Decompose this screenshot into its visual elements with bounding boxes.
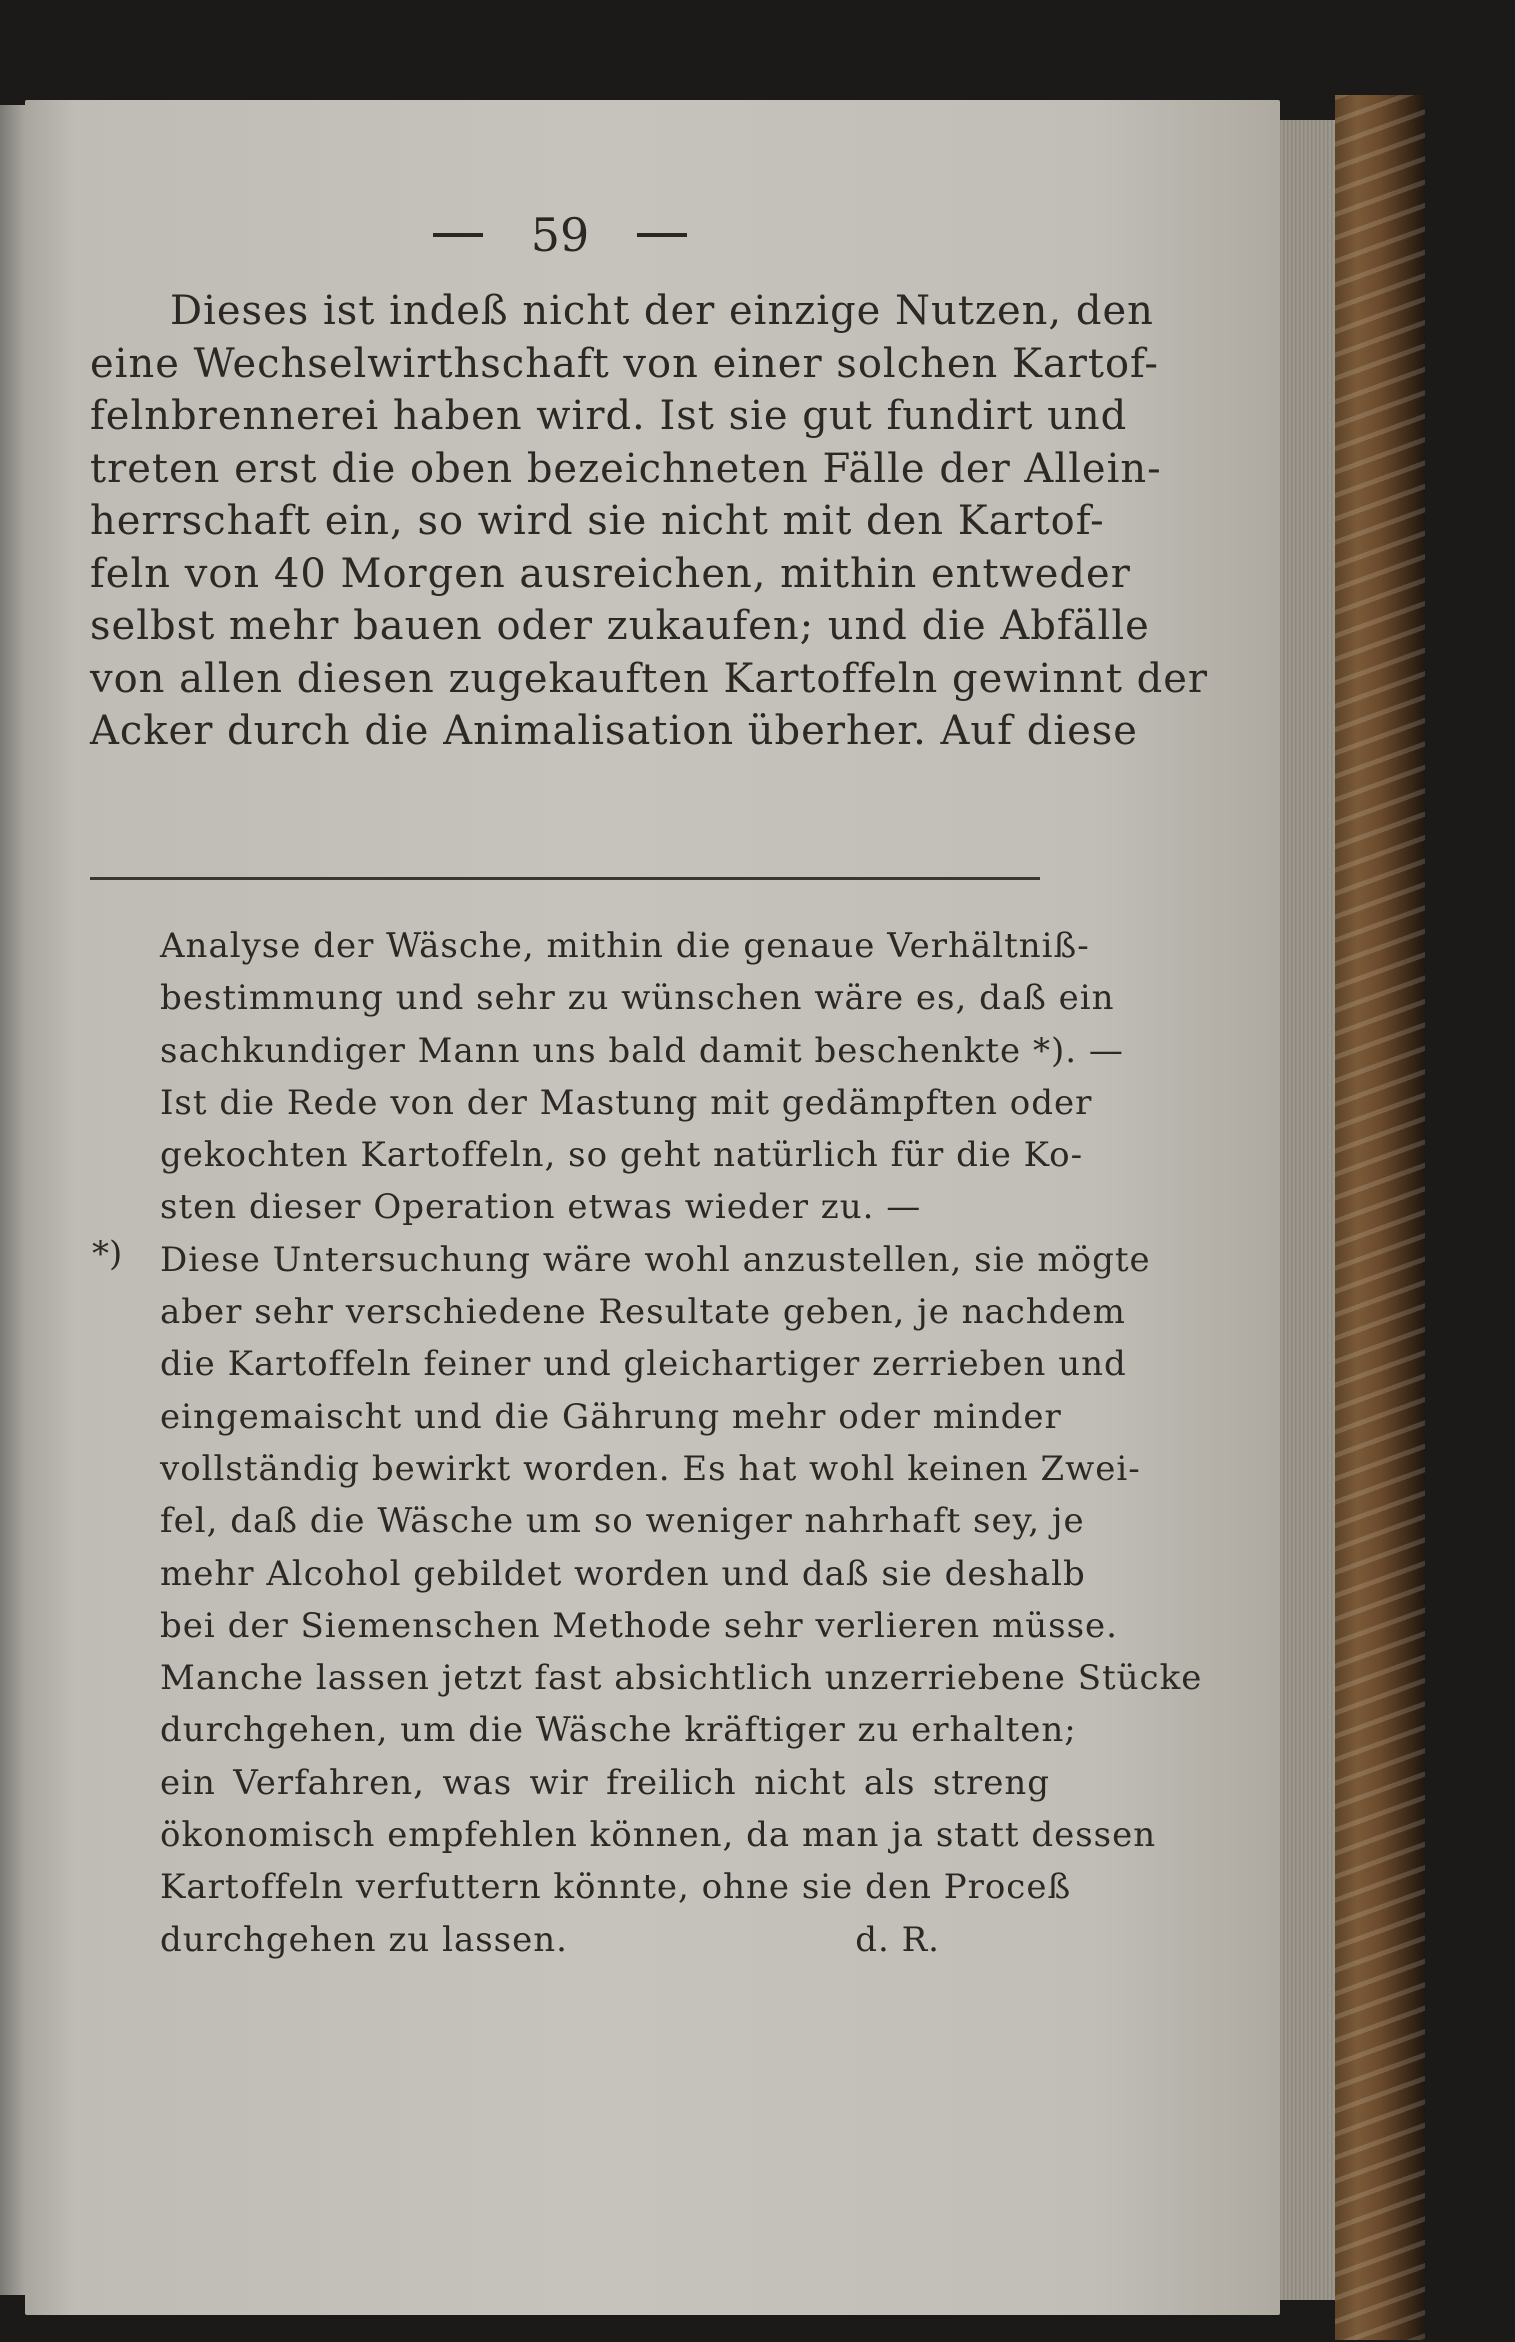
footnote-line: Ist die Rede von der Mastung mit gedämpften oder [160, 1082, 1093, 1123]
footnote-2-closing-text: durchgehen zu lassen. [160, 1919, 568, 1960]
text-line: eine Wechselwirthschaft von einer solchen Kartof- [90, 340, 1159, 387]
footnote-2-line: Diese Untersuchung wäre wohl anzustellen, sie mögte [160, 1239, 1151, 1280]
footnote-separator-rule [90, 877, 1040, 880]
footnote-2-line: die Kartoffeln feiner und gleichartiger zerrieben und [160, 1344, 1127, 1385]
text-line: herrschaft ein, so wird sie nicht mit den Kartof- [90, 498, 1105, 544]
footnote-2-line: aber sehr verschiedene Resultate geben, je nachdem [160, 1292, 1126, 1333]
footnote-2-line: vollständig bewirkt worden. Es hat wohl keinen Zwei- [160, 1448, 1141, 1489]
footnote-marker: *) [92, 1233, 123, 1274]
text-line: Acker durch die Animalisation überher. Auf diese [90, 708, 1138, 754]
facing-page-edge [0, 105, 25, 2295]
footnote-2-line: ökonomisch empfehlen können, da man ja statt dessen [160, 1815, 1157, 1856]
main-text-block [90, 285, 1209, 758]
footnote-2-line: eingemaischt und die Gährung mehr oder minder [160, 1396, 1062, 1437]
text-line: felnbrennerei haben wird. Ist sie gut fundirt und [90, 393, 1128, 439]
text-line: von allen diesen zugekauften Kartoffeln gewinnt der [90, 655, 1209, 702]
text-line: Dieses ist indeß nicht der einzige Nutzen, den [170, 288, 1154, 334]
footnote-line: sachkundiger Mann uns bald damit beschenkte *). — [160, 1030, 1124, 1071]
footnote-2-line: mehr Alcohol gebildet worden und daß sie deshalb [160, 1553, 1086, 1594]
footnote-line: gekochten Kartoffeln, so geht natürlich für die Ko- [160, 1135, 1084, 1176]
footnote-2-line: bei der Siemenschen Methode sehr verlieren müsse. [160, 1605, 1118, 1646]
footnote-2-line: Manche lassen jetzt fast absichtlich unzerriebene Stücke [160, 1658, 1203, 1699]
header-dash-left [433, 233, 483, 237]
page-header [400, 205, 720, 265]
footnote-2-line: Kartoffeln verfuttern könnte, ohne sie den Proceß [160, 1867, 1072, 1908]
footnote-2-line: durchgehen, um die Wäsche kräftiger zu erhalten; [160, 1710, 1077, 1751]
footnote-2-line: fel, daß die Wäsche um so weniger nahrhaft sey, je [160, 1501, 1085, 1542]
footnote-2 [92, 1233, 1203, 1966]
footnote-2-last-line [160, 1914, 940, 1966]
footnote-line: bestimmung und sehr zu wünschen wäre es, daß ein [160, 978, 1115, 1019]
footnote-line: sten dieser Operation etwas wieder zu. — [160, 1187, 922, 1228]
book-cover-edge [1335, 95, 1425, 2340]
footnote-2-line: ein Verfahren, was wir freilich nicht als streng [160, 1762, 1050, 1803]
footnote-line: Analyse der Wäsche, mithin die genaue Verhältniß- [160, 926, 1090, 966]
footnote-signature: d. R. [855, 1919, 940, 1960]
page-number: 59 [530, 208, 590, 262]
text-line: feln von 40 Morgen ausreichen, mithin entweder [90, 550, 1131, 597]
page-block-edges [1280, 120, 1335, 2300]
text-line: treten erst die oben bezeichneten Fälle der Allein- [90, 445, 1162, 492]
text-line: selbst mehr bauen oder zukaufen; und die Abfälle [90, 603, 1150, 649]
header-dash-right [637, 233, 687, 237]
footnotes-block [92, 920, 1203, 1966]
